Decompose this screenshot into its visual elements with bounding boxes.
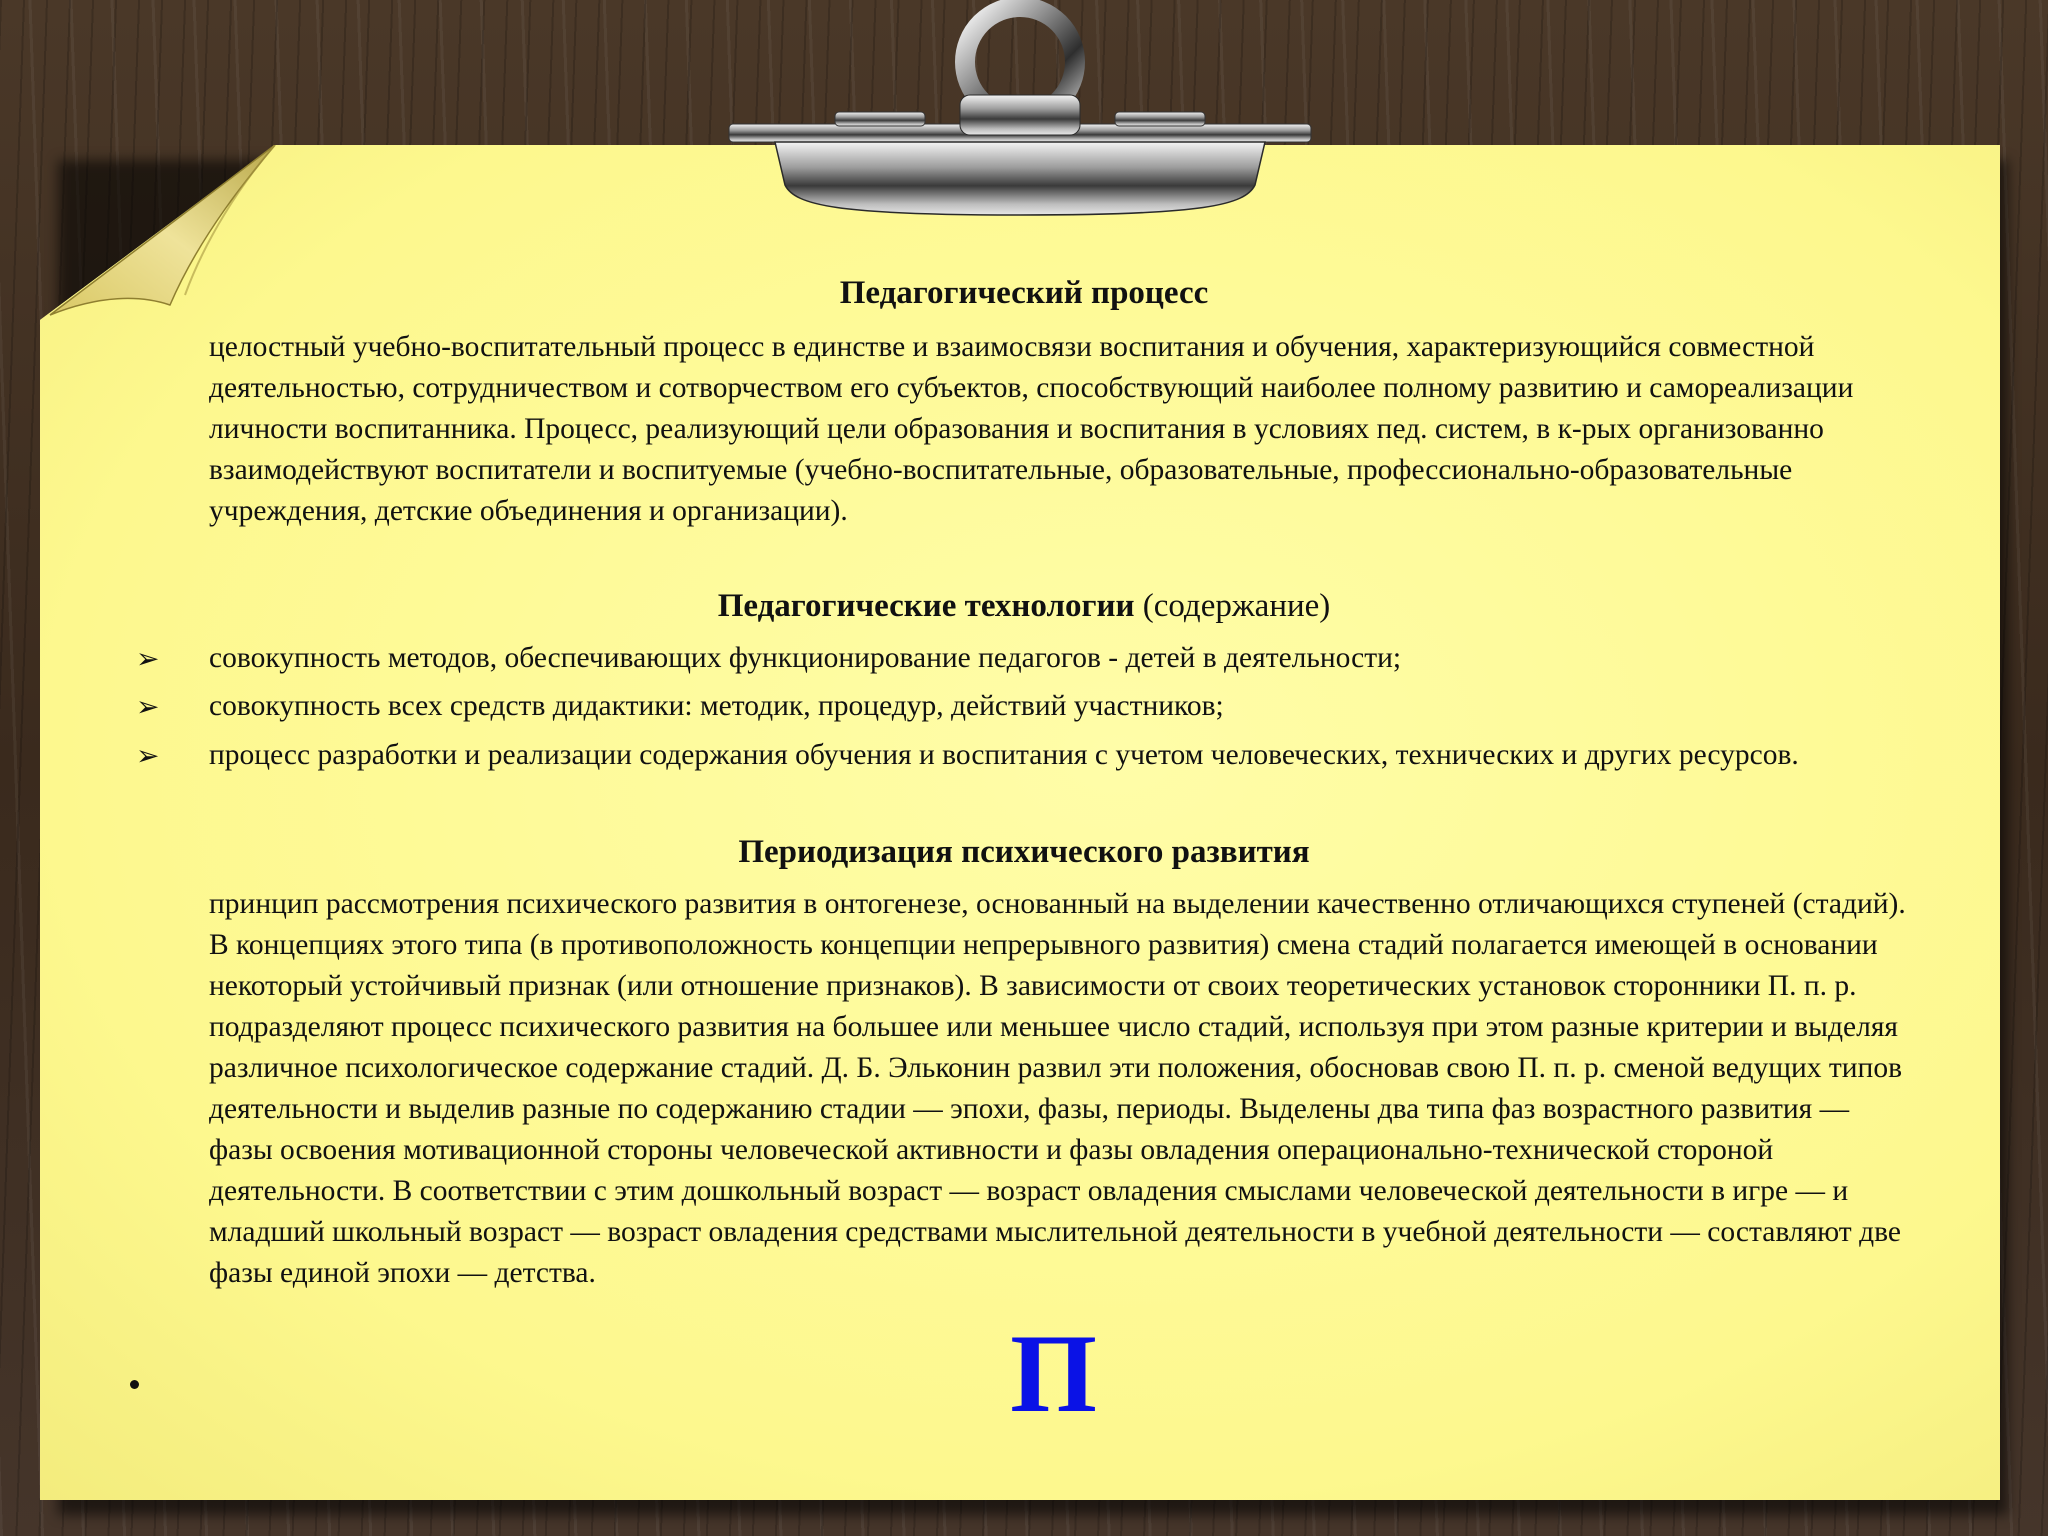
section-title-pedagogical-process (0, 273, 2048, 313)
section-title-text: Педагогический процесс (839, 275, 1209, 311)
section-title-bold-text: Педагогические технологии (717, 588, 1135, 624)
section-title-text: Периодизация психического развития (738, 834, 1310, 870)
list-item: совокупность методов, обеспечивающих функционирование педагогов - детей в деятельности; (209, 642, 1402, 674)
arrowhead-bullet-icon: ➢ (136, 690, 160, 723)
periodization-definition: принцип рассмотрения психического развития в онтогенезе, основанный на выделении качественно отличающихся ступеней (стадий). В концепциях этого типа (в противоположность концепции непрерывного развития) смена стадий полагается имеющей в основании некоторый устойчивый признак (или отношение признаков). В зависимости от своих теоретических установок сторонники П. п. р. подразделяют процесс психического развития на большее или меньшее число стадий, используя при этом разные критерии и выделяя различное психологическое содержание стадий. Д. Б. Эльконин развил эти положения, обосновав свою П. п. р. сменой ведущих типов деятельности и выделив разные по содержанию стадии — эпохи, фазы, периоды. Выделены два типа фаз возрастного развития — фазы освоения мотивационной стороны человеческой активности и фазы овладения операционально-технической стороной деятельности. В соответствии с этим дошкольный возраст — возраст овладения смыслами человеческой деятельности в игре — и младший школьный возраст — возраст овладения средствами мыслительной деятельности в учебной деятельности — составляют две фазы единой эпохи — детства. (209, 888, 1906, 1289)
section-title-periodization (0, 832, 2048, 872)
section-title-note: (содержание) (1134, 588, 1331, 624)
pedagogical-process-definition: целостный учебно-воспитательный процесс в единстве и взаимосвязи воспитания и обучения, характеризующийся совместной деятельностью, сотрудничеством и сотворчеством его субъектов, способствующий наиболее полному развитию и самореализации личности воспитанника. Процесс, реализующий цели образования и воспитания в условиях пед. систем, в к-рых организованно взаимодействуют воспитатели и воспитуемые (учебно-воспитательные, образовательные, профессионально-образовательные учреждения, детские объединения и организации). (209, 331, 1854, 527)
big-letter: П (1010, 1312, 1098, 1436)
section-title-pedagogical-technologies (0, 586, 2048, 626)
arrowhead-bullet-icon: ➢ (136, 642, 160, 675)
arrowhead-bullet-icon: ➢ (136, 739, 160, 772)
list-item: совокупность всех средств дидактики: методик, процедур, действий участников; (209, 690, 1224, 722)
empty-bullet-dot-icon (130, 1380, 139, 1389)
list-item: процесс разработки и реализации содержания обучения и воспитания с учетом человеческих, технических и других ресурсов. (209, 739, 1799, 771)
